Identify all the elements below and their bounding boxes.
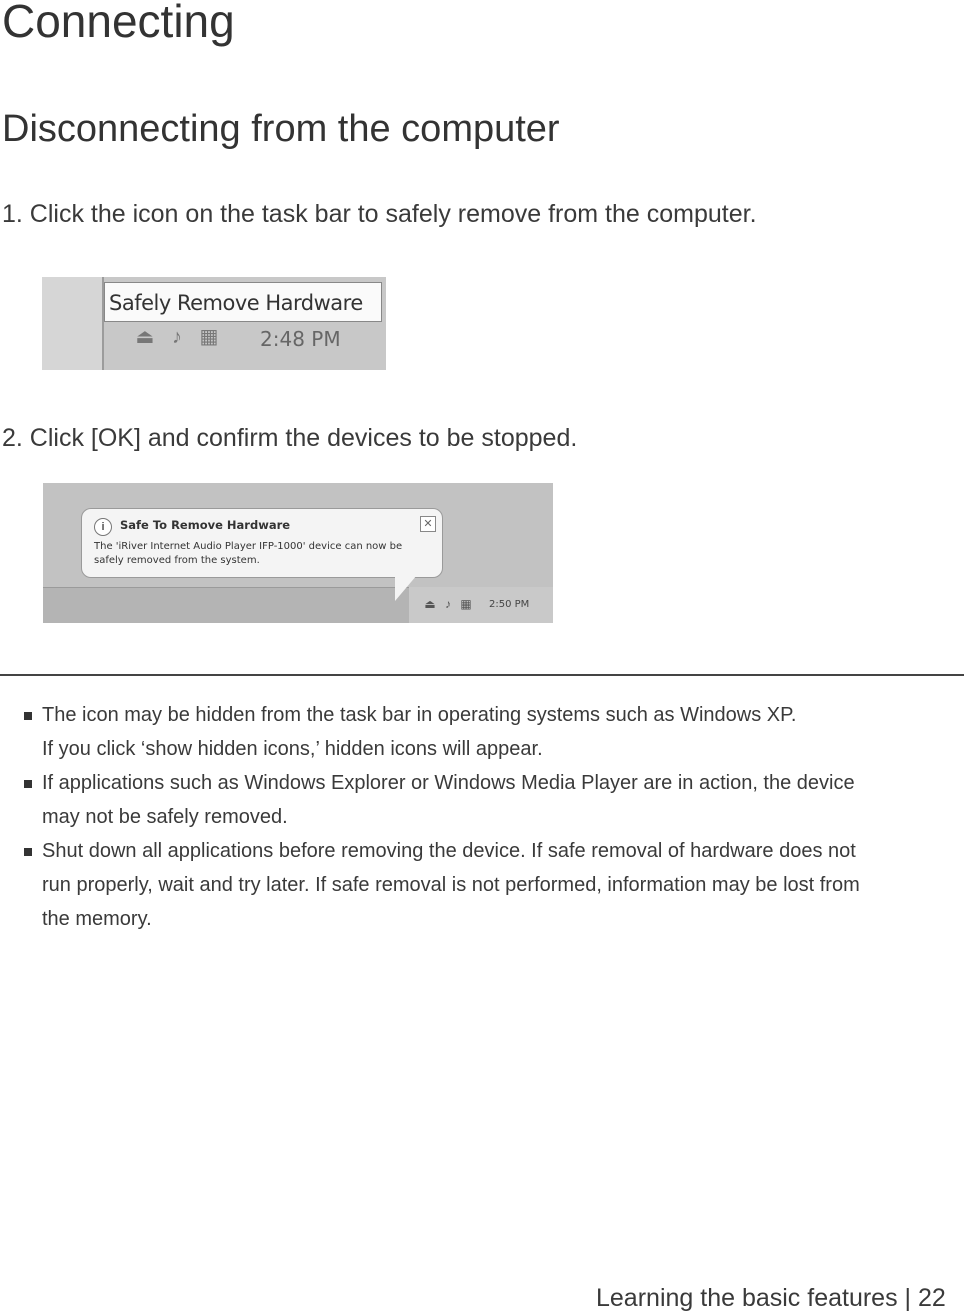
taskbar-screenshot [42,277,386,370]
note-line: The icon may be hidden from the task bar in operating systems such as Windows XP. [42,704,797,726]
tray-icons [423,597,473,611]
notes-list [24,698,962,936]
tray-clock: 2:48 PM [260,327,341,351]
note-line: If applications such as Windows Explorer or Windows Media Player are in action, the device [42,772,855,794]
page-title: Connecting [2,0,235,47]
note-line: the memory. [42,908,152,930]
section-divider [0,674,964,676]
note-item [24,766,962,834]
close-icon[interactable]: ✕ [420,516,436,532]
safely-remove-tooltip: Safely Remove Hardware [104,282,382,322]
page-footer: Learning the basic features | 22 [596,1284,946,1312]
speaker-icon[interactable]: ♪ [445,597,451,611]
balloon-title: Safe To Remove Hardware [120,518,291,532]
bullet-icon [24,780,32,788]
note-line: may not be safely removed. [42,806,288,828]
bullet-icon [24,712,32,720]
note-line: If you click ‘show hidden icons,’ hidden icons will appear. [42,738,543,760]
step-1-text: 1. Click the icon on the task bar to safely remove from the computer. [2,200,757,228]
network-icon[interactable]: ▦ [460,597,472,611]
note-item [24,698,962,766]
balloon-message [94,540,438,568]
balloon-message-line: The 'iRiver Internet Audio Player IFP-1000' device can now be [94,541,403,552]
bullet-icon [24,848,32,856]
usb-device-icon[interactable]: ⏏ [135,326,155,348]
note-line: run properly, wait and try later. If safe removal is not performed, information may be lost from [42,874,860,896]
tray-icons [132,325,222,349]
usb-device-icon[interactable]: ⏏ [424,597,436,611]
balloon-tail [395,575,417,601]
section-heading: Disconnecting from the computer [2,108,560,150]
notification-balloon[interactable] [81,508,443,578]
step-2-text: 2. Click [OK] and confirm the devices to be stopped. [2,424,578,452]
balloon-screenshot [43,483,553,623]
note-item [24,834,962,936]
network-icon[interactable]: ▦ [199,326,219,348]
info-icon: i [94,518,112,536]
tray-clock: 2:50 PM [489,599,530,610]
balloon-message-line: safely removed from the system. [94,555,260,566]
note-line: Shut down all applications before removing the device. If safe removal of hardware does not [42,840,856,862]
speaker-icon[interactable]: ♪ [172,326,182,348]
